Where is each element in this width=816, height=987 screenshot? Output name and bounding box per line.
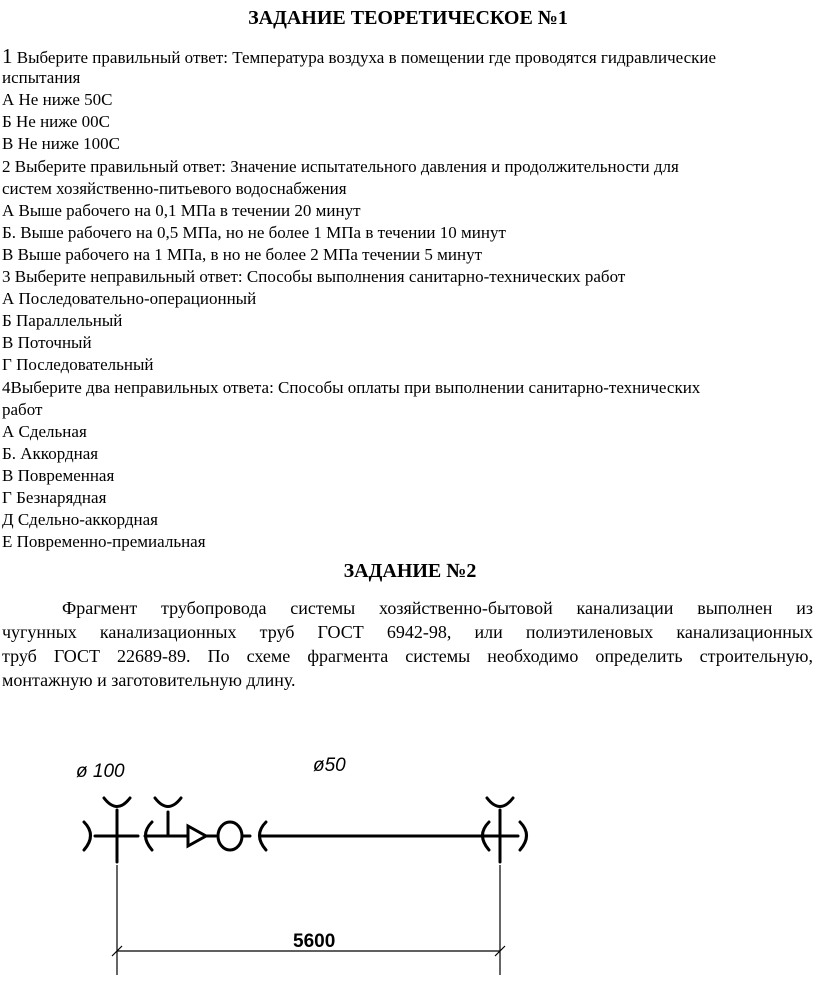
question-text: В Поточный <box>2 333 92 353</box>
question-text: Е Повременно-премиальная <box>2 532 206 552</box>
question-text: 4Выберите два неправильных ответа: Способы оплаты при выполнении санитарно-технических <box>2 377 701 397</box>
cross-fitting-icon <box>84 798 138 862</box>
cleanout-icon <box>218 822 250 850</box>
question-text: Выберите правильный ответ: Температура воздуха в помещении где проводятся гидравлические <box>12 48 717 67</box>
right-cross-fitting-icon <box>483 798 527 862</box>
question-line <box>2 531 814 553</box>
question-line <box>2 222 814 244</box>
task1-title: ЗАДАНИЕ ТЕОРЕТИЧЕСКОЕ №1 <box>248 7 568 29</box>
question-text: Б Не ниже 00С <box>2 112 110 132</box>
question-text: Б Параллельный <box>2 311 123 331</box>
paragraph-line: Фрагмент трубопровода системы хозяйственно-бытовой канализации выполнен из <box>62 598 813 618</box>
tee-fitting-icon <box>145 798 188 850</box>
reducer-icon <box>188 826 216 846</box>
question-number: 1 <box>2 44 13 68</box>
question-text: Г Последовательный <box>2 355 154 375</box>
question-text: Б. Выше рабочего на 0,5 МПа, но не более 1 МПа в течении 10 минут <box>2 222 506 242</box>
pipeline-scheme <box>0 740 816 987</box>
pipe-segment-icon <box>260 822 491 850</box>
question-line <box>2 200 814 222</box>
question-line <box>2 133 814 155</box>
paragraph-line: труб ГОСТ 22689-89. По схеме фрагмента системы необходимо определить строительную, <box>2 646 813 666</box>
question-line <box>2 443 814 465</box>
question-text: испытания <box>2 68 81 88</box>
question-line <box>2 421 814 443</box>
question-text: Г Безнарядная <box>2 488 107 507</box>
question-text: Б. Аккордная <box>2 443 99 463</box>
question-line <box>2 111 814 133</box>
dimension-label: 5600 <box>293 931 336 952</box>
question-line <box>2 465 814 487</box>
question-text: систем хозяйственно-питьевого водоснабжения <box>2 178 347 198</box>
question-text: В Выше рабочего на 1 МПа, в но не более 2 МПа течении 5 минут <box>2 244 482 264</box>
question-text: А Последовательно-операционный <box>2 289 257 309</box>
question-text: В Не ниже 100С <box>2 134 121 154</box>
question-line <box>2 487 814 509</box>
question-line <box>2 178 814 200</box>
question-line <box>2 266 814 288</box>
question-line <box>2 156 814 178</box>
task2-paragraph <box>2 596 813 692</box>
diameter-label-left: ø 100 <box>76 761 125 782</box>
paragraph-line: монтажную и заготовительную длину. <box>2 670 296 690</box>
question-line <box>2 45 814 69</box>
diameter-label-right: ø50 <box>313 755 346 776</box>
question-line <box>2 509 814 531</box>
question-text: работ <box>2 399 43 419</box>
question-line <box>2 377 814 399</box>
question-text: 3 Выберите неправильный ответ: Способы выполнения санитарно-технических работ <box>2 267 626 286</box>
question-line <box>2 288 814 310</box>
question-line <box>2 332 814 354</box>
question-line <box>2 354 814 376</box>
question-line <box>2 310 814 332</box>
question-text: А Не ниже 50С <box>2 90 113 110</box>
question-text: В Повременная <box>2 465 115 485</box>
question-text: А Сдельная <box>2 421 87 441</box>
paragraph-line: чугунных канализационных труб ГОСТ 6942-98, или полиэтиленовых канализационных <box>2 622 813 642</box>
question-line <box>2 244 814 266</box>
task2-title: ЗАДАНИЕ №2 <box>343 560 477 582</box>
question-text: Д Сдельно-аккордная <box>2 510 158 530</box>
dimension-line-icon <box>112 865 505 975</box>
question-text: А Выше рабочего на 0,1 МПа в течении 20 минут <box>2 200 361 220</box>
question-line <box>2 67 814 89</box>
question-line <box>2 89 814 111</box>
question-text: 2 Выберите правильный ответ: Значение испытательного давления и продолжительности для <box>2 156 679 176</box>
question-line <box>2 399 814 421</box>
